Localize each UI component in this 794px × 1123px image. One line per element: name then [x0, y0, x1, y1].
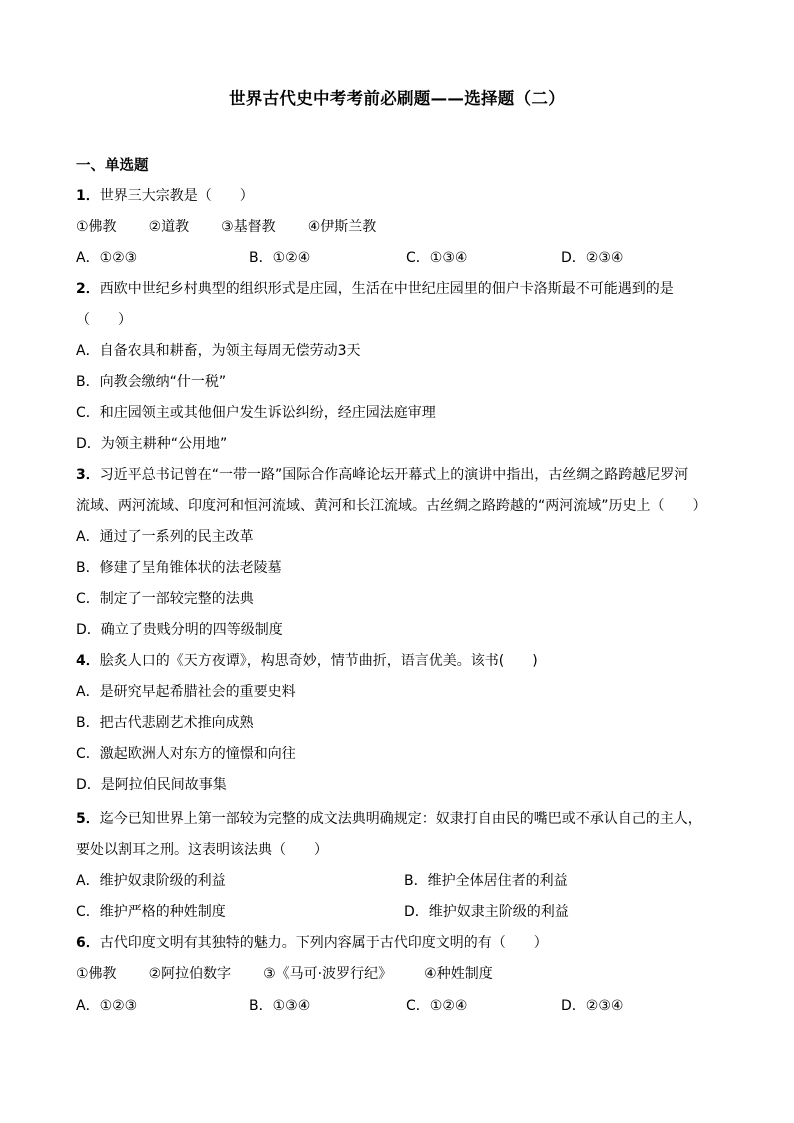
option-d: D．维护奴隶主阶级的利益: [404, 904, 569, 920]
question-6-options: [76, 996, 726, 1016]
option-c: C．和庄园领主或其他佃户发生诉讼纠纷，经庄园法庭审理: [76, 405, 436, 421]
option-d: D．为领主耕种“公用地”: [76, 436, 228, 452]
question-2: [76, 279, 726, 299]
question-1: [76, 186, 726, 206]
item: ④种姓制度: [424, 966, 493, 982]
option-d: D．②③④: [561, 250, 624, 266]
page-title: 世界古代史中考考前必刷题——选择题（二）: [229, 89, 565, 108]
question-1-items: [76, 217, 726, 237]
item: ④伊斯兰教: [307, 219, 377, 235]
option-c: C．维护严格的种姓制度: [76, 904, 226, 920]
question-stem: 古代印度文明有其独特的魅力。下列内容属于古代印度文明的有（ ）: [99, 935, 548, 951]
question-number: 2．: [76, 281, 100, 297]
option-b: B．把古代悲剧艺术推向成熟: [76, 715, 254, 731]
option-a: A．①②③: [76, 250, 138, 266]
question-5-options-row1: [76, 871, 726, 891]
item: ③基督教: [221, 219, 276, 235]
question-2-stem-cont: （ ）: [76, 312, 132, 328]
item: ③《马可·波罗行纪》: [263, 966, 393, 982]
option-b: B．①③④: [249, 998, 311, 1014]
option-c: C．激起欧洲人对东方的憧憬和向往: [76, 746, 296, 762]
question-5-stem-cont: 要处以割耳之刑。这表明该法典（ ）: [76, 842, 328, 858]
question-number: 4．: [76, 653, 100, 669]
section-heading: 一、单选题: [76, 158, 149, 174]
question-5: [76, 809, 726, 829]
question-number: 1．: [76, 188, 100, 204]
option-b: B．向教会缴纳“什一税”: [76, 374, 227, 390]
question-stem: 世界三大宗教是（ ）: [99, 188, 254, 204]
question-stem: 习近平总书记曾在“一带一路”国际合作高峰论坛开幕式上的演讲中指出，古丝绸之路跨越尼罗河: [99, 467, 689, 483]
option-b: B．①②④: [249, 250, 311, 266]
question-1-options: [76, 248, 726, 268]
question-stem: 脍炙人口的《天方夜谭》，构思奇妙，情节曲折，语言优美。该书( ): [99, 653, 538, 669]
question-stem: 西欧中世纪乡村典型的组织形式是庄园，生活在中世纪庄园里的佃户卡洛斯最不可能遇到的是: [99, 281, 674, 297]
option-d: D．②③④: [561, 998, 624, 1014]
option-d: D．是阿拉伯民间故事集: [76, 777, 227, 793]
item: ②阿拉伯数字: [148, 966, 232, 982]
item: ①佛教: [76, 966, 117, 982]
item: ①佛教: [76, 219, 117, 235]
question-6: [76, 933, 726, 953]
question-number: 6．: [76, 935, 100, 951]
option-a: A．维护奴隶阶级的利益: [76, 873, 226, 889]
option-a: A．①②③: [76, 998, 138, 1014]
option-a: A．是研究早起希腊社会的重要史料: [76, 684, 296, 700]
question-number: 5．: [76, 811, 100, 827]
question-3-stem-cont: 流域、两河流域、印度河和恒河流域、黄河和长江流域。古丝绸之路跨越的“两河流域”历史上（ ）: [76, 498, 707, 514]
option-a: A．自备农具和耕畜，为领主每周无偿劳动3天: [76, 343, 361, 359]
option-b: B．维护全体居住者的利益: [404, 873, 568, 889]
option-d: D．确立了贵贱分明的四等级制度: [76, 622, 283, 638]
question-6-items: [76, 964, 726, 984]
option-c: C．制定了一部较完整的法典: [76, 591, 254, 607]
question-4: [76, 651, 726, 671]
option-a: A．通过了一系列的民主改革: [76, 529, 254, 545]
question-stem: 迄今已知世界上第一部较为完整的成文法典明确规定：奴隶打自由民的嘴巴或不承认自己的主人，: [99, 811, 702, 827]
option-c: C．①③④: [406, 250, 468, 266]
question-3: [76, 465, 726, 485]
item: ②道教: [148, 219, 190, 235]
option-c: C．①②④: [406, 998, 468, 1014]
question-5-options-row2: [76, 902, 726, 922]
question-number: 3．: [76, 467, 100, 483]
option-b: B．修建了呈角锥体状的法老陵墓: [76, 560, 282, 576]
